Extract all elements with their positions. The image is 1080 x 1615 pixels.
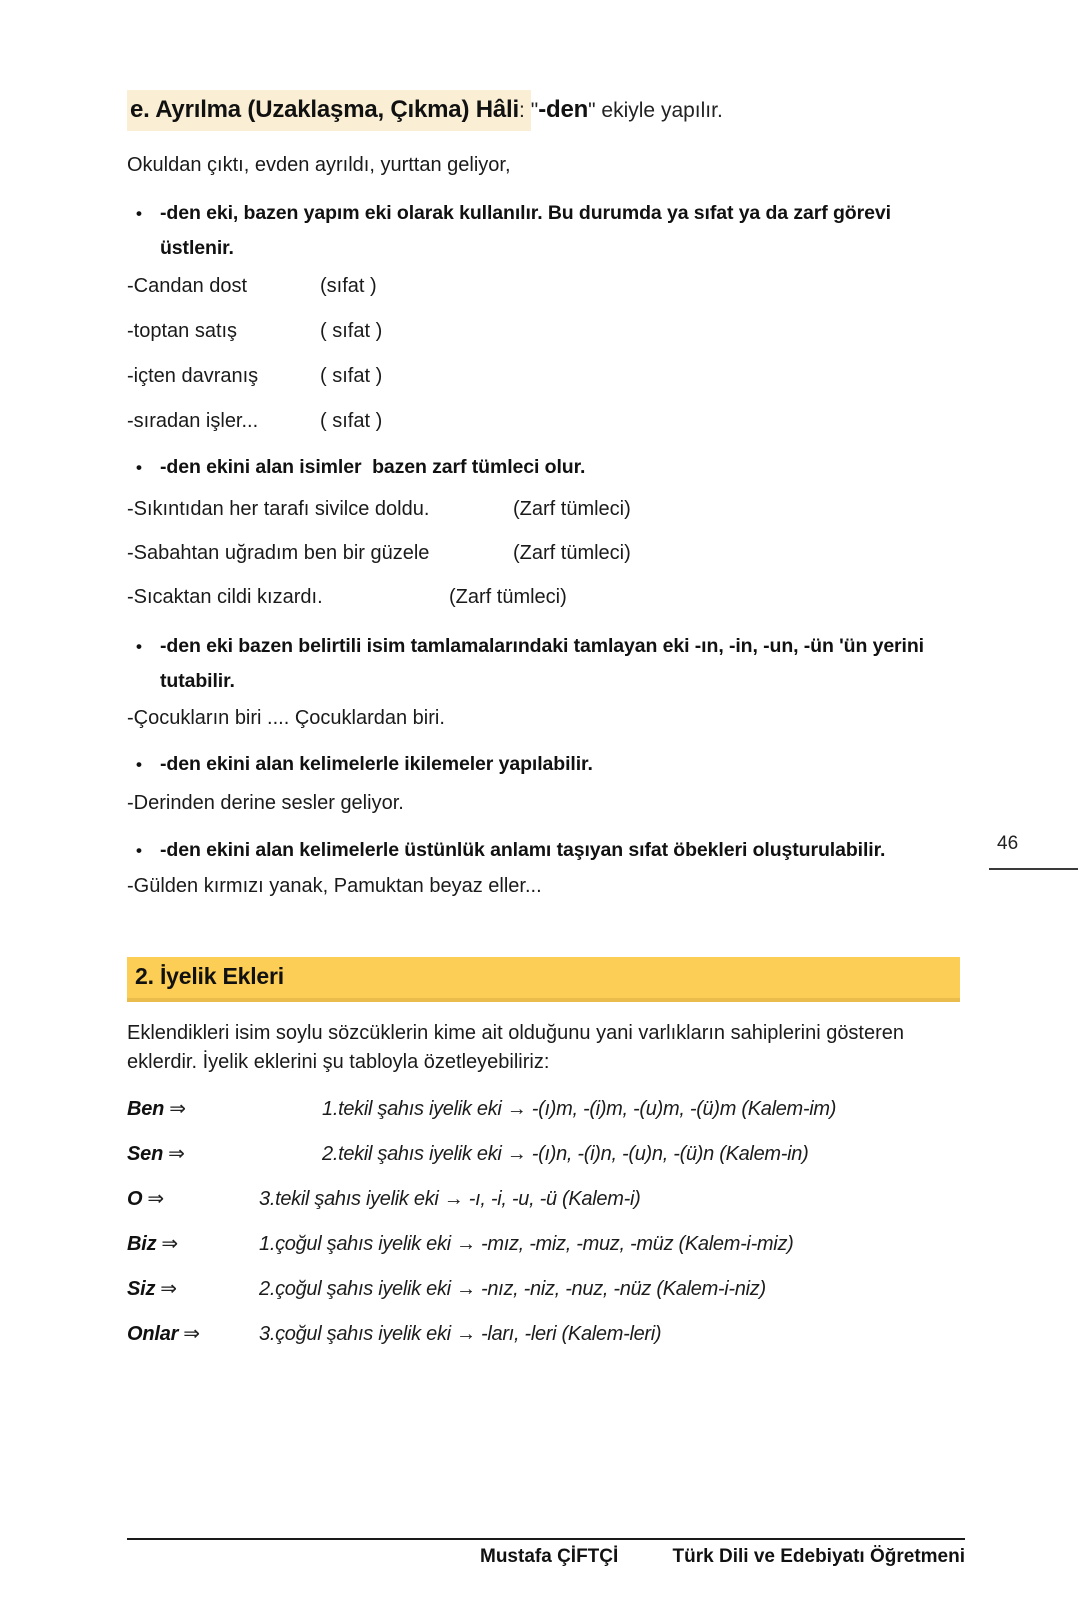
example-row-sifat	[127, 274, 965, 299]
double-arrow-icon: ⇒	[147, 1188, 164, 1210]
example-ikileme: -Derinden derine sesler geliyor.	[127, 792, 404, 814]
example-ustunluk: -Gülden kırmızı yanak, Pamuktan beyaz eller...	[127, 875, 542, 897]
example-row-sifat	[127, 409, 965, 434]
bullet-item-yapim-eki	[127, 196, 965, 266]
bullet-text: -den ekini alan isimler bazen zarf tümleci olur.	[160, 456, 586, 478]
example-term: -Sıkıntıdan her tarafı sivilce doldu.	[127, 498, 430, 520]
suffix-description: 3.çoğul şahıs iyelik eki → -ları, -leri (Kalem-leri)	[259, 1323, 662, 1345]
example-term: -Sıcaktan cildi kızardı.	[127, 586, 323, 608]
bullet-dot: •	[136, 204, 142, 223]
example-tag: ( sıfat )	[320, 410, 383, 432]
bullet-text: -den ekini alan kelimelerle üstünlük anlamı taşıyan sıfat öbekleri oluşturulabilir.	[160, 839, 886, 861]
bullet-text: -den eki bazen belirtili isim tamlamalarındaki tamlayan eki -ın, -in, -un, -ün 'ün yerini tutabilir.	[160, 635, 930, 692]
bullet-item-zarf-tumleci	[127, 450, 965, 485]
double-arrow-icon: ⇒	[169, 1098, 186, 1120]
pronoun: Onlar	[127, 1323, 179, 1345]
iyelik-table-row	[127, 1142, 965, 1167]
example-term: -içten davranış	[127, 365, 259, 387]
example-row-zarf	[127, 497, 965, 522]
pronoun-cell	[127, 1322, 259, 1347]
double-arrow-icon: ⇒	[161, 1233, 178, 1255]
bullet-dot: •	[136, 637, 142, 656]
pronoun-cell	[127, 1277, 259, 1302]
bullet-dot: •	[136, 841, 142, 860]
example-row-sifat	[127, 364, 965, 389]
heading-suffix-den: -den	[538, 96, 589, 123]
bullet-item-tamlayan-eki	[127, 629, 965, 699]
footer-role: Türk Dili ve Edebiyatı Öğretmeni	[672, 1546, 965, 1567]
page-number-box	[989, 832, 1078, 870]
example-tag: ( sıfat )	[320, 320, 383, 342]
paragraph-intro: Okuldan çıktı, evden ayrıldı, yurttan geliyor,	[127, 154, 511, 176]
document-page	[0, 88, 1080, 1615]
pronoun-cell	[127, 1142, 322, 1167]
pronoun: Biz	[127, 1233, 157, 1255]
bullet-text: -den eki, bazen yapım eki olarak kullanılır. Bu durumda ya sıfat ya da zarf görevi üstlenir.	[160, 202, 897, 259]
footer-row	[127, 1546, 965, 1568]
heading-highlight	[127, 90, 531, 131]
page-number: 46	[997, 833, 1019, 854]
example-tamlayan: -Çocukların biri .... Çocuklardan biri.	[127, 707, 445, 729]
iyelik-table-row	[127, 1322, 965, 1347]
iyelik-table-row	[127, 1097, 965, 1122]
iyelik-table-row	[127, 1232, 965, 1257]
bullet-dot: •	[136, 755, 142, 774]
suffix-description: 2.tekil şahıs iyelik eki → -(ı)n, -(i)n, -(u)n, -(ü)n (Kalem-in)	[322, 1143, 809, 1165]
suffix-description: 2.çoğul şahıs iyelik eki → -nız, -niz, -nuz, -nüz (Kalem-i-niz)	[259, 1278, 766, 1300]
section-title-bar-iyelik	[127, 957, 960, 1002]
example-tag: (sıfat )	[320, 275, 377, 297]
double-arrow-icon: ⇒	[168, 1143, 185, 1165]
pronoun: Siz	[127, 1278, 156, 1300]
iyelik-table-row	[127, 1277, 965, 1302]
pronoun-cell	[127, 1187, 259, 1212]
heading-bold-text: e. Ayrılma (Uzaklaşma, Çıkma) Hâli	[130, 96, 519, 123]
example-row-zarf	[127, 585, 965, 610]
double-arrow-icon: ⇒	[183, 1323, 200, 1345]
page-footer	[127, 1538, 965, 1568]
example-term: -toptan satış	[127, 320, 238, 342]
double-arrow-icon: ⇒	[160, 1278, 177, 1300]
example-row-zarf	[127, 541, 965, 566]
pronoun-cell	[127, 1097, 322, 1122]
example-term: -sıradan işler...	[127, 410, 259, 432]
section-heading-ayrilma	[127, 88, 965, 133]
example-tag: ( sıfat )	[320, 365, 383, 387]
pronoun: Sen	[127, 1143, 164, 1165]
pronoun: O	[127, 1188, 143, 1210]
suffix-description: 1.çoğul şahıs iyelik eki → -mız, -miz, -muz, -müz (Kalem-i-miz)	[259, 1233, 794, 1255]
bullet-dot: •	[136, 458, 142, 477]
page-content	[0, 88, 1080, 1347]
suffix-description: 3.tekil şahıs iyelik eki → -ı, -i, -u, -ü (Kalem-i)	[259, 1188, 641, 1210]
example-row-sifat	[127, 319, 965, 344]
pronoun: Ben	[127, 1098, 165, 1120]
pronoun-cell	[127, 1232, 259, 1257]
heading-rest: " ekiyle yapılır.	[588, 99, 723, 122]
footer-author: Mustafa ÇİFTÇİ	[480, 1546, 619, 1567]
example-tag: (Zarf tümleci)	[449, 586, 567, 608]
iyelik-table-row	[127, 1187, 965, 1212]
example-tag: (Zarf tümleci)	[513, 498, 631, 520]
section-title: 2. İyelik Ekleri	[135, 963, 284, 989]
bullet-item-ustunluk	[127, 833, 965, 868]
suffix-description: 1.tekil şahıs iyelik eki → -(ı)m, -(i)m, -(u)m, -(ü)m (Kalem-im)	[322, 1098, 837, 1120]
heading-open-quote: "	[530, 99, 539, 122]
example-tag: (Zarf tümleci)	[513, 542, 631, 564]
heading-colon: :	[518, 99, 525, 122]
bullet-item-ikileme	[127, 747, 965, 782]
section-iyelik-intro: Eklendikleri isim soylu sözcüklerin kime ait olduğunu yani varlıkların sahiplerini gösteren eklerdir. İyelik eklerini şu tabloyla özetleyebiliriz:	[127, 1022, 905, 1073]
bullet-text: -den ekini alan kelimelerle ikilemeler yapılabilir.	[160, 753, 593, 775]
example-term: -Candan dost	[127, 275, 248, 297]
example-term: -Sabahtan uğradım ben bir güzele	[127, 542, 430, 564]
